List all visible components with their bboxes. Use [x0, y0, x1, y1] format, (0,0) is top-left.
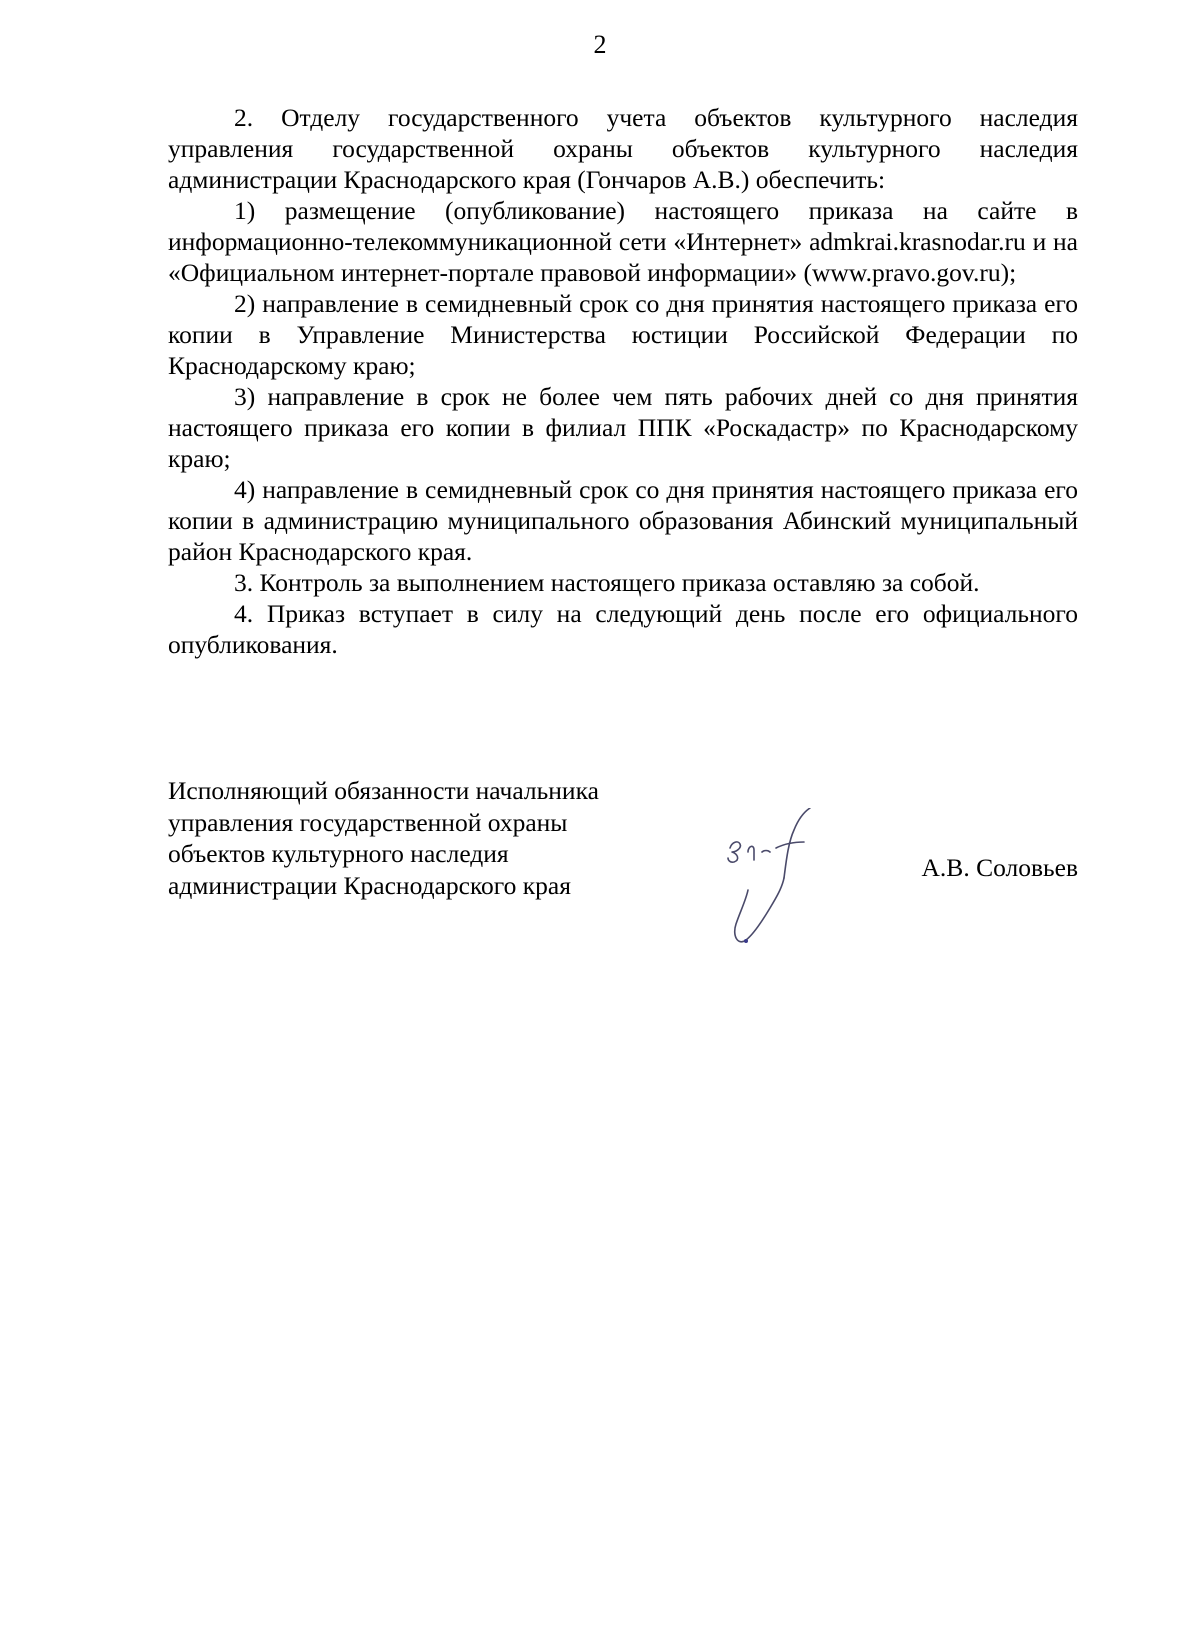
signatory-position [168, 775, 688, 901]
paragraph-2-4: 4) направление в семидневный срок со дня принятия настоящего приказа его копии в администрацию муниципального образования Абинский муниципальный район Краснодарского края. [168, 475, 1078, 566]
paragraph-4: 4. Приказ вступает в силу на следующий день после его официального опубликования. [168, 599, 1078, 659]
document-body [168, 102, 1078, 660]
paragraph-3: 3. Контроль за выполнением настоящего приказа оставляю за собой. [234, 568, 980, 597]
paragraph-2-1: 1) размещение (опубликование) настоящего приказа на сайте в информационно-телекоммуникационной сети «Интернет» admkrai.krasnodar.ru и на «Официальном интернет-портале правовой информации» (www.pravo.gov.ru); [168, 196, 1078, 287]
paragraph-2: 2. Отделу государственного учета объектов культурного наследия управления государственной охраны объектов культурного наследия администрации Краснодарского края (Гончаров А.В.) обеспечить: [168, 103, 1078, 194]
page-number: 2 [593, 30, 607, 59]
signatory-line: объектов культурного наследия [168, 839, 509, 868]
signatory-line: администрации Краснодарского края [168, 870, 571, 900]
paragraph-2-3: 3) направление в срок не более чем пять рабочих дней со дня принятия настоящего приказа его копии в филиал ППК «Роскадастр» по Краснодарскому краю; [168, 382, 1078, 473]
signatory-line: Исполняющий обязанности начальника [168, 776, 599, 805]
paragraph-2-2: 2) направление в семидневный срок со дня принятия настоящего приказа его копии в Управление Министерства юстиции Российской Федерации по Краснодарскому краю; [168, 289, 1078, 380]
signer-name: А.В. Соловьев [921, 853, 1078, 882]
handwritten-signature [718, 808, 828, 953]
signatory-line: управления государственной охраны [168, 807, 568, 837]
